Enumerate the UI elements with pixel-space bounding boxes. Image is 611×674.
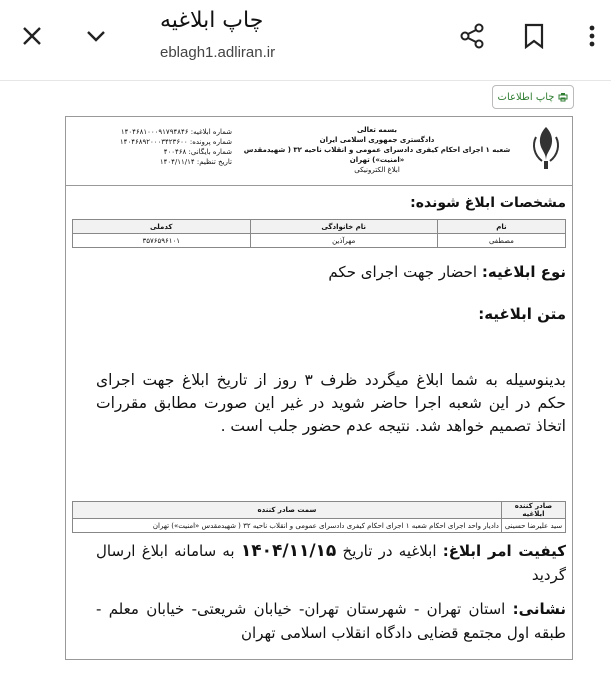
delivery-quality-suffix: به سامانه ابلاغ ارسال گردید <box>96 542 566 584</box>
emblem-icon <box>528 123 564 173</box>
notice-text-body: بدینوسیله به شما ابلاغ میگردد ظرف ۳ روز از تاریخ ابلاغ جهت اجرای حکم در این شعبه اجرا حاضر شوید در غیر این صورت مطابق مقررات اتخاذ تصمیم خواهد شد. نتیجه عدم حضور جلب است . <box>96 371 566 435</box>
address-value: استان تهران - شهرستان تهران- خیابان شریعتی- خیابان معلم - طبقه اول مجتمع قضایی دادگاه انقلاب اسلامی تهران <box>96 600 566 642</box>
issuer-grid <box>72 501 566 533</box>
page-url: eblagh1.adliran.ir <box>160 44 276 61</box>
branch-text: شعبه ۱ اجرای احکام کیفری دادسرای عمومی و انقلاب ناحیه ۳۲ ( شهیدمقدس «امنیت») تهران <box>243 146 511 164</box>
issue-date: تاریخ تنظیم: ۱۴۰۴/۱۱/۱۴ <box>159 158 232 166</box>
court-title-block <box>232 125 522 175</box>
notice-type-value: احضار جهت اجرای حکم <box>328 263 478 281</box>
chevron-down-icon[interactable] <box>78 18 114 54</box>
address-label: نشانی: <box>512 600 566 618</box>
delivery-quality-prefix: ابلاغیه در تاریخ <box>342 542 437 560</box>
notice-type <box>328 263 566 281</box>
share-icon[interactable] <box>454 18 490 54</box>
printer-icon <box>558 92 568 102</box>
notice-type-label: نوع ابلاغیه: <box>481 263 566 281</box>
issuer-name-value: سید علیرضا حسینی <box>501 519 565 533</box>
table-row <box>73 519 566 533</box>
bookmark-icon[interactable] <box>516 18 552 54</box>
issuer-role-value: دادیار واحد اجرای احکام شعبه ۱ اجرای احکام کیفری دادسرای عمومی و انقلاب ناحیه ۳۲ ( شهیدمقدس «امنیت») تهران <box>73 519 502 533</box>
notice-number: شماره ابلاغیه: ۱۴۰۴۶۸۱۰۰۰۹۱۷۹۴۸۴۶ <box>120 128 232 136</box>
header-issuer-role: سمت صادر کننده <box>73 502 502 519</box>
issuer-table <box>72 501 566 533</box>
header-issuer-name: صادر کننده ابلاغیه <box>501 502 565 519</box>
recipient-table <box>72 219 566 248</box>
archive-number: شماره بایگانی: ۴۰۰۴۶۸ <box>163 148 232 156</box>
table-row <box>73 220 566 234</box>
print-info-label: چاپ اطلاعات <box>497 91 555 103</box>
electronic-notice-text: ابلاغ الکترونیکی <box>354 166 400 174</box>
print-info-button[interactable] <box>492 85 574 109</box>
last-name-value: مهرآذین <box>250 234 437 248</box>
national-id-value: ۳۵۷۶۵۹۶۱۰۱ <box>73 234 251 248</box>
close-icon[interactable] <box>14 18 50 54</box>
notice-meta <box>72 127 232 167</box>
table-row <box>73 502 566 519</box>
header-first-name: نام <box>437 220 565 234</box>
delivery-quality <box>96 539 566 587</box>
notice-document <box>65 116 573 660</box>
more-vertical-icon[interactable] <box>580 18 604 54</box>
delivery-date: ۱۴۰۴/۱۱/۱۵ <box>240 541 337 561</box>
page-title: چاپ ابلاغیه <box>160 8 264 33</box>
header-last-name: نام خانوادگی <box>250 220 437 234</box>
address <box>96 597 566 645</box>
republic-text: دادگستری جمهوری اسلامی ایران <box>319 136 435 144</box>
document-header <box>66 117 572 186</box>
table-row <box>73 234 566 248</box>
top-app-bar <box>0 0 611 81</box>
delivery-quality-label: کیفیت امر ابلاغ: <box>442 542 566 560</box>
first-name-value: مصطفی <box>437 234 565 248</box>
header-national-id: کدملی <box>73 220 251 234</box>
case-number: شماره پرونده: ۱۴۰۴۶۸۹۲۰۰۰۳۴۲۳۶۰۰ <box>119 138 232 146</box>
recipient-title: مشخصات ابلاغ شونده: <box>410 195 566 211</box>
bismillah-text: بسمه تعالی <box>356 126 398 134</box>
notice-text-label: متن ابلاغیه: <box>478 305 566 323</box>
